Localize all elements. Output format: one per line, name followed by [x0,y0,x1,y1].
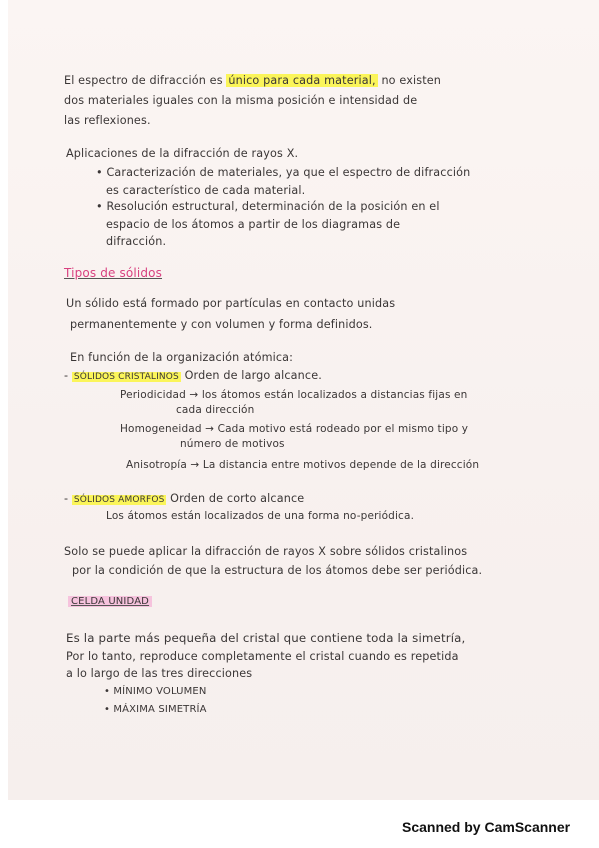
xray-condition-line-2: por la condición de que la estructura de los átomos debe ser periódica. [72,564,483,577]
applications-bullet-2-line-1: • Resolución estructural, determinación de la posición en el [96,200,440,213]
amorphous-line [64,492,304,505]
celda-bullet-1: • MÍNIMO VOLUMEN [104,686,207,697]
celda-line-3: a lo largo de las tres direcciones [66,667,253,680]
homogeneity-line-1: Homogeneidad → Cada motivo está rodeado por el mismo tipo y [120,423,469,435]
tipos-heading: Tipos de sólidos [64,266,163,280]
periodicity-line-1: Periodicidad → los átomos están localizados a distancias fijas en [120,389,468,401]
applications-bullet-1-line-2: es característico de cada material. [106,184,306,197]
text-fragment: Orden de corto alcance [166,492,305,505]
camscanner-watermark: Scanned by CamScanner [402,819,571,835]
highlighted-phrase: único para cada material, [228,74,376,87]
organization-heading: En función de la organización atómica: [70,351,294,364]
text-fragment: El espectro de difracción es [64,74,227,87]
tipos-line-1: Un sólido está formado por partículas en contacto unidas [66,297,396,310]
celda-bullet-2: • MÁXIMA SIMETRÍA [104,704,207,715]
applications-bullet-1-line-1: • Caracterización de materiales, ya que el espectro de difracción [96,166,471,179]
xray-condition-line-1: Solo se puede aplicar la difracción de rayos X sobre sólidos cristalinos [64,545,468,558]
applications-bullet-2-line-3: difracción. [106,235,167,248]
dash: - [64,492,72,505]
amorphous-line-2: Los átomos están localizados de una forma no-periódica. [106,510,415,522]
paragraph-spectrum-line-2: dos materiales iguales con la misma posición e intensidad de [64,94,418,107]
homogeneity-line-2: número de motivos [180,438,285,450]
dash: - [64,369,72,382]
scanned-page [8,0,599,800]
crystalline-line [64,369,322,382]
periodicity-line-2: cada dirección [176,404,255,416]
crystalline-label: SÓLIDOS CRISTALINOS [73,372,179,382]
applications-bullet-2-line-2: espacio de los átomos a partir de los diagramas de [106,218,401,231]
text-fragment: no existen [377,74,442,87]
celda-heading [68,594,152,607]
paragraph-spectrum-line-3: las reflexiones. [64,114,151,127]
paragraph-spectrum-line-1 [64,74,441,87]
celda-heading-label: CELDA UNIDAD [68,596,152,607]
tipos-line-2: permanentemente y con volumen y forma definidos. [70,318,373,331]
text-fragment: Orden de largo alcance. [180,369,322,382]
celda-line-2: Por lo tanto, reproduce completamente el cristal cuando es repetida [66,650,459,663]
amorphous-label: SÓLIDOS AMORFOS [73,495,165,505]
applications-heading: Aplicaciones de la difracción de rayos X. [66,147,299,160]
anisotropy-line: Anisotropía → La distancia entre motivos depende de la dirección [126,459,480,471]
celda-line-1: Es la parte más pequeña del cristal que contiene toda la simetría, [66,631,466,645]
